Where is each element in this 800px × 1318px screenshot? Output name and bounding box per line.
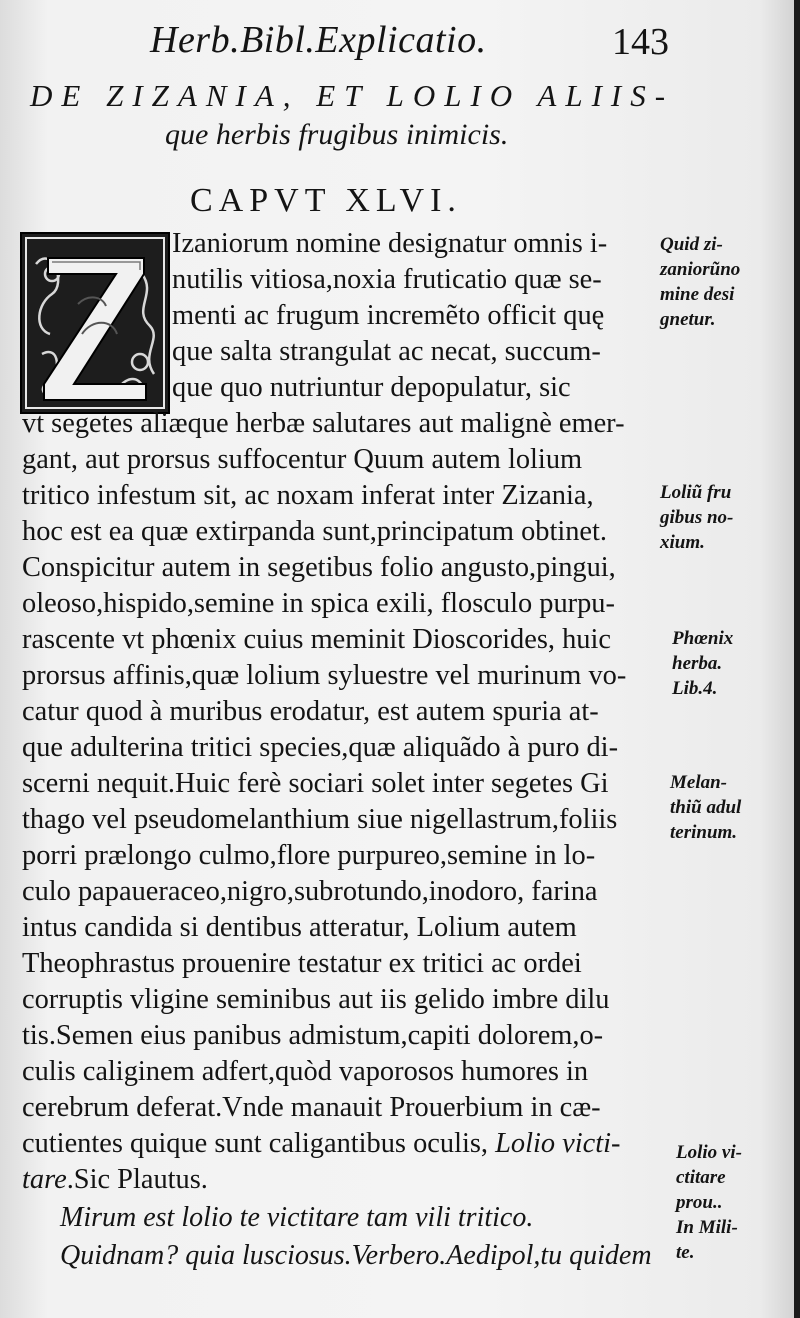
marginal-line: Melan-: [670, 772, 727, 793]
marginal-line: xium.: [660, 532, 705, 553]
body-line: [22, 1162, 208, 1198]
body-line: tritico infestum sit, ac noxam inferat inter Zizania,: [22, 480, 594, 511]
marginal-note-3: [672, 626, 800, 701]
body-line: intus candida si dentibus atteratur, Lolium autem: [22, 912, 577, 943]
marginal-line: Quid zi-: [660, 234, 723, 255]
body-line: vt segetes aliæque herbæ salutares aut malignè emer-: [22, 408, 625, 439]
body-line: hoc est ea quæ extirpanda sunt,principatum obtinet.: [22, 516, 608, 547]
marginal-line: zaniorũno: [660, 259, 741, 280]
marginal-note-4: [670, 770, 800, 845]
page-number: 143: [612, 21, 669, 63]
page-header: [150, 18, 710, 66]
body-line: corruptis vligine seminibus aut iis gelido imbre dilu: [22, 984, 610, 1015]
marginal-line: prou..: [676, 1192, 723, 1213]
marginal-line: thiũ adul: [670, 797, 742, 818]
chapter-heading: CAPVT XLVI.: [190, 182, 462, 219]
marginal-note-5: [676, 1140, 800, 1265]
chapter-title-line-1: DE ZIZANIA, ET LOLIO ALIIS-: [30, 78, 675, 113]
marginal-line: Lib.4.: [672, 678, 718, 699]
marginal-line: te.: [676, 1242, 695, 1263]
body-line: cerebrum deferat.Vnde manauit Prouerbium in cæ-: [22, 1092, 601, 1123]
marginal-line: gibus no-: [660, 507, 734, 528]
body-line: que salta strangulat ac necat, succum-: [172, 336, 601, 367]
marginal-line: mine desi: [660, 284, 735, 305]
marginal-line: terinum.: [670, 822, 738, 843]
body-line: [22, 1126, 620, 1162]
body-line: Conspicitur autem in segetibus folio angusto,pingui,: [22, 552, 616, 583]
decorated-initial-z: [20, 232, 170, 414]
marginal-line: In Mili-: [676, 1217, 738, 1238]
marginal-line: Lolio vi-: [676, 1142, 742, 1163]
body-line: tis.Semen eius panibus admistum,capiti dolorem,o-: [22, 1020, 604, 1051]
body-line: gant, aut prorsus suffocentur Quum autem lolium: [22, 444, 583, 475]
body-line: culis caliginem adfert,quòd vaporosos humores in: [22, 1056, 589, 1087]
body-line: que adulterina tritici species,quæ aliquãdo à puro di-: [22, 732, 619, 763]
body-line-text: cutientes quique sunt caligantibus oculis,: [22, 1128, 488, 1159]
proverb-italic-end: tare: [22, 1164, 67, 1195]
body-line: menti ac frugum incremẽto officit quę: [172, 300, 605, 331]
body-line: rascente vt phœnix cuius meminit Dioscorides, huic: [22, 624, 611, 655]
marginal-line: herba.: [672, 653, 723, 674]
body-line: oleoso,hispido,semine in spica exili, flosculo purpu-: [22, 588, 615, 619]
marginal-note-2: [660, 480, 790, 555]
marginal-line: Phœnix: [672, 628, 734, 649]
marginal-line: Loliũ fru: [660, 482, 732, 503]
body-line: Theophrastus prouenire testatur ex tritici ac ordei: [22, 948, 582, 979]
body-line: porri prælongo culmo,flore purpureo,semine in lo-: [22, 840, 596, 871]
verse-line-1: Mirum est lolio te victitare tam vili tritico.: [60, 1202, 534, 1233]
body-line: que quo nutriuntur depopulatur, sic: [172, 372, 571, 403]
body-line: catur quod à muribus erodatur, est autem spuria at-: [22, 696, 599, 727]
body-line: thago vel pseudomelanthium siue nigellastrum,foliis: [22, 804, 618, 835]
body-line: culo papaueraceo,nigro,subrotundo,inodoro, farina: [22, 876, 598, 907]
marginal-line: gnetur.: [660, 309, 716, 330]
marginal-line: ctitare: [676, 1167, 726, 1188]
body-line: Izaniorum nomine designatur omnis i-: [172, 228, 608, 259]
chapter-title-line-2: que herbis frugibus inimicis.: [165, 118, 509, 151]
verse-line-2: Quidnam? quia lusciosus.Verbero.Aedipol,tu quidem: [60, 1240, 652, 1271]
proverb-italic: Lolio victi-: [495, 1128, 621, 1159]
body-line-text: .Sic Plautus.: [66, 1164, 208, 1195]
body-line: nutilis vitiosa,noxia fruticatio quæ se-: [172, 264, 602, 295]
body-line: scerni nequit.Huic ferè sociari solet inter segetes Gi: [22, 768, 609, 799]
marginal-note-1: [660, 232, 790, 332]
running-title: Herb.Bibl.Explicatio.: [150, 19, 487, 61]
body-line: prorsus affinis,quæ lolium syluestre vel murinum vo-: [22, 660, 627, 691]
